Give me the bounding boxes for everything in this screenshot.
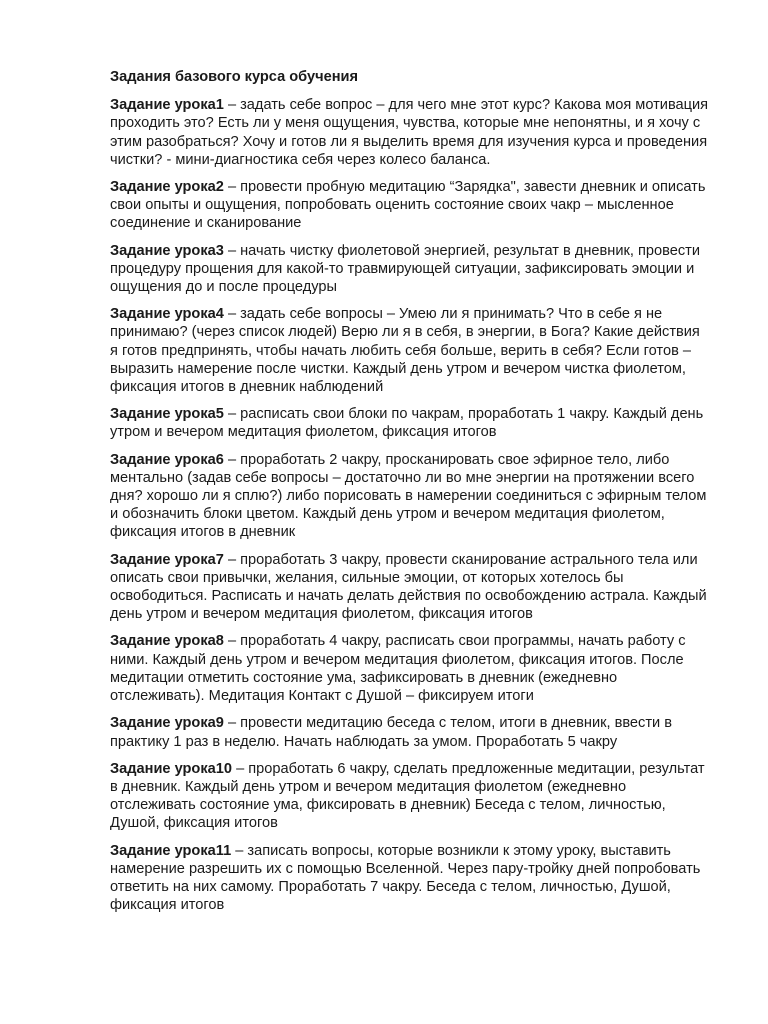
task-paragraph [110,178,710,233]
task-text: – провести медитацию беседа с телом, итоги в дневник, ввести в практику 1 раз в неделю. Начать наблюдать за умом. Проработать 5 чакру [110,715,672,750]
task-label: Задание урока1 [110,97,224,114]
task-label: Задание урока5 [110,406,224,423]
task-paragraph [110,242,710,297]
task-paragraph [110,714,710,750]
task-paragraph [110,405,710,441]
task-paragraph [110,632,710,705]
task-label: Задание урока6 [110,451,224,468]
task-text: – проработать 4 чакру, расписать свои программы, начать работу с ними. Каждый день утром и вечером медитация фиолетом, фиксация итогов. После медитации отметить состояние ума, зафиксировать в дневник (ежедневно отслеживать). Медитация Контакт с Душой – фиксируем итоги [110,633,686,705]
task-label: Задание урока8 [110,633,224,650]
document-body [110,68,710,923]
task-paragraph [110,551,710,624]
task-paragraph [110,760,710,833]
task-label: Задание урока3 [110,242,224,259]
task-paragraph [110,842,710,915]
task-paragraph [110,305,710,396]
task-paragraph [110,451,710,542]
task-text: – записать вопросы, которые возникли к этому уроку, выставить намерение разрешить их с помощью Вселенной. Через пару-тройку дней попробовать ответить на них самому. Проработать 7 чакру. Беседа с телом, личностью, Душой, фиксация итогов [110,842,701,914]
task-label: Задание урока10 [110,760,233,777]
task-text: – проработать 2 чакру, просканировать свое эфирное тело, либо ментально (задав себе вопросы – достаточно ли во мне энергии на протяжении всего дня? хорошо ли я сплю?) либо порисовать в намерении соединиться с эфирным телом и обозначить блоки цветом. Каждый день утром и вечером медитация фиолетом, фиксация итогов в дневник [110,451,707,541]
document-title: Задания базового курса обучения [110,69,359,85]
task-label: Задание урока7 [110,551,224,568]
task-text: – проработать 3 чакру, провести сканирование астрального тела или описать свои привычки, желания, сильные эмоции, от которых хотелось бы освободиться. Расписать и начать делать действия по освобождению астрала. Каждый день утром и вечером медитация фиолетом, фиксация итогов [110,551,707,623]
task-text: – проработать 6 чакру, сделать предложенные медитации, результат в дневник. Каждый день утром и вечером медитация фиолетом (ежедневно отслеживать состояние ума, фиксировать в дневник) Беседа с телом, личностью, Душой, фиксация итогов [110,760,705,832]
task-text: – начать чистку фиолетовой энергией, результат в дневник, провести процедуру прощения для какой-то травмирующей ситуации, зафиксировать эмоции и ощущения до и после процедуры [110,242,700,296]
task-text: – провести пробную медитацию “Зарядка", завести дневник и описать свои опыты и ощущения, попробовать оценить состояние своих чакр – мысленное соединение и сканирование [110,179,706,232]
task-paragraph [110,96,710,169]
task-label: Задание урока2 [110,179,224,196]
task-label: Задание урока11 [110,842,232,859]
task-text: – задать себе вопросы – Умею ли я принимать? Что в себе я не принимаю? (через список людей) Верю ли я в себя, в энергии, в Бога? Какие действия я готов предпринять, чтобы начать любить себя больше, верить в себя? Если готов – выразить намерение после чистки. Каждый день утром и вечером чистка фиолетом, фиксация итогов в дневник наблюдений [110,306,700,396]
task-text: – расписать свои блоки по чакрам, проработать 1 чакру. Каждый день утром и вечером медитация фиолетом, фиксация итогов [110,406,704,441]
task-text: – задать себе вопрос – для чего мне этот курс? Какова моя мотивация проходить это? Есть ли у меня ощущения, чувства, которые мне непонятны, и я хочу с этим разобраться? Хочу и готов ли я выделить время для изучения курса и проведения чистки? - мини-диагностика себя через колесо баланса. [110,97,709,168]
task-label: Задание урока4 [110,306,224,323]
task-label: Задание урока9 [110,715,224,732]
